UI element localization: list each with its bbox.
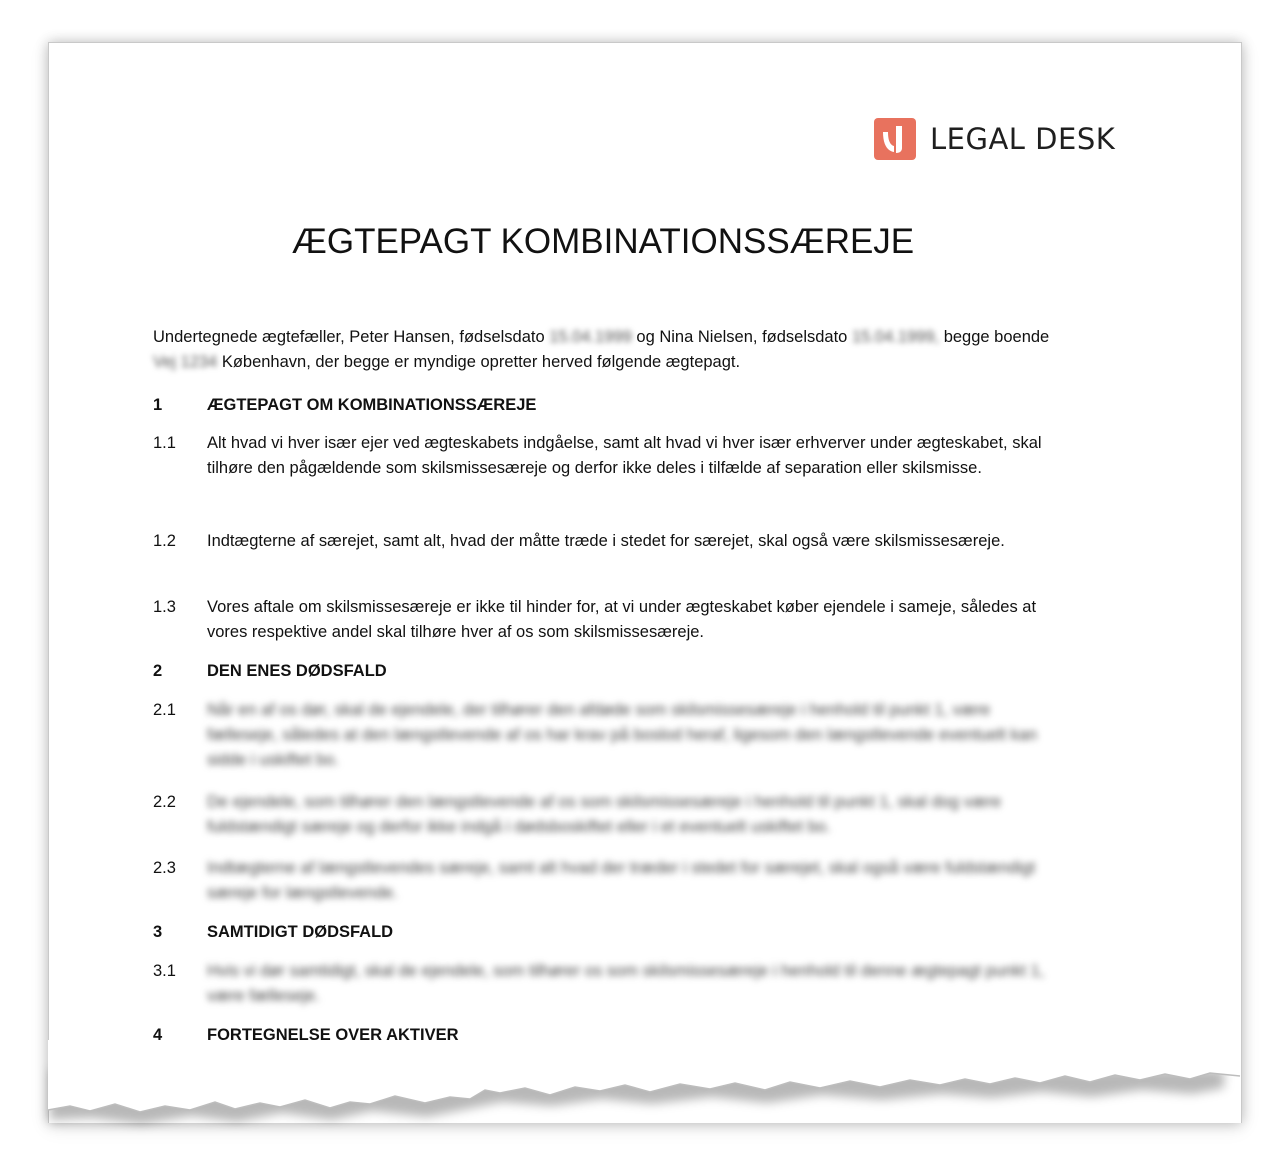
section-number: 3: [153, 923, 163, 941]
clause-redacted: [153, 856, 1057, 906]
section-heading: [153, 659, 1057, 684]
torn-paper-edge: [30, 1040, 1260, 1170]
redacted-birthdate-2: 15.04.1999,: [851, 328, 940, 346]
clause-text: Vores aftale om skilsmissesæreje er ikke til hinder for, at vi under ægteskabet køber ejendele i sameje, således at vores respektive andel skal tilhøre hver af os som skilsmissesæreje.: [207, 598, 1037, 641]
clause-redacted: [153, 790, 1057, 840]
section-title: SAMTIDIGT DØDSFALD: [207, 923, 394, 941]
section-heading: [153, 1023, 1057, 1048]
section-title: DEN ENES DØDSFALD: [207, 662, 387, 680]
clause-number: 3.1: [153, 962, 176, 980]
document-title: ÆGTEPAGT KOMBINATIONSSÆREJE: [291, 222, 915, 261]
clause-number: 2.2: [153, 793, 176, 811]
clause-number: 2.1: [153, 701, 176, 719]
redacted-address: Vej 1234: [153, 353, 218, 371]
intro-paragraph: [153, 325, 1053, 375]
clause-redacted: [153, 959, 1057, 1009]
intro-text-4: København, der begge er myndige opretter herved følgende ægtepagt.: [217, 353, 741, 371]
section-number: 1: [153, 396, 163, 414]
clause-text: Når en af os dør, skal de ejendele, der tilhører den afdøde som skilsmissesæreje i henhold til punkt 1, være fælleseje, således at den længstlevende af os har krav på boslod heraf, ligesom den længstlevende eventuelt kan sidde i uskiftet bo.: [207, 701, 1038, 769]
clause-number: 1.2: [153, 532, 176, 550]
clause-number: 1.1: [153, 434, 176, 452]
clause-text: Indtægterne af særejet, samt alt, hvad der måtte træde i stedet for særejet, skal også være skilsmissesæreje.: [207, 532, 1005, 550]
section-title: ÆGTEPAGT OM KOMBINATIONSSÆREJE: [207, 396, 537, 414]
intro-text-1: Undertegnede ægtefæller, Peter Hansen, fødselsdato: [153, 328, 550, 346]
redacted-birthdate-1: 15.04.1999: [549, 328, 632, 346]
section-heading: [153, 920, 1057, 945]
section-number: 4: [153, 1026, 163, 1044]
section-number: 2: [153, 662, 163, 680]
intro-text-2: og Nina Nielsen, fødselsdato: [631, 328, 852, 346]
clause-text: De ejendele, som tilhører den længstlevende af os som skilsmissesæreje i henhold til punkt 1, skal dog være fuldstændigt særeje og derfor ikke indgå i dødsboskiftet eller i et eventuelt uskiftet bo.: [207, 793, 1002, 836]
clause-text: Indtægterne af længstlevendes særeje, samt alt hvad der træder i stedet for særejet, skal også være fuldstændigt særeje for længstlevende.: [207, 859, 1036, 902]
clause: [153, 431, 1057, 481]
legal-desk-logo-icon: [874, 118, 916, 160]
clause-text: Alt hvad vi hver især ejer ved ægteskabets indgåelse, samt alt hvad vi hver især erhverver under ægteskabet, skal tilhøre den pågældende som skilsmissesæreje og derfor ikke deles i tilfælde af separation eller skilsmisse.: [207, 434, 1042, 477]
clause: [153, 529, 1057, 554]
section-heading: [153, 393, 1057, 418]
logo-text: LEGAL DESK: [930, 122, 1116, 156]
clause: [153, 595, 1057, 645]
legal-desk-logo: [874, 118, 1115, 160]
clause-number: 1.3: [153, 598, 176, 616]
clause-number: 2.3: [153, 859, 176, 877]
clause-text: Hvis vi dør samtidigt, skal de ejendele, som tilhører os som skilsmissesæreje i henhold til denne ægtepagt punkt 1, være fælleseje.: [207, 962, 1045, 1005]
intro-text-3: begge boende: [939, 328, 1050, 346]
clause-redacted: [153, 698, 1057, 773]
section-title: FORTEGNELSE OVER AKTIVER: [207, 1026, 459, 1044]
